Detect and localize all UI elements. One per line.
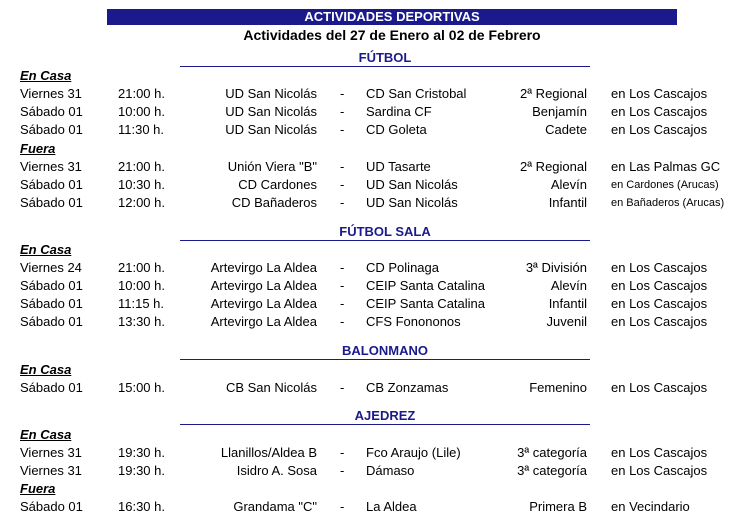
match-time: 19:30 h. — [118, 463, 165, 478]
match-category: Alevín — [550, 278, 587, 293]
match-venue: en Vecindario — [611, 499, 690, 514]
group-label-casa: En Casa — [20, 427, 72, 442]
match-day: Sábado 01 — [20, 104, 83, 119]
section-divider — [180, 240, 590, 241]
away-team: La Aldea — [366, 499, 417, 514]
match-venue: en Las Palmas GC — [611, 159, 721, 174]
schedule-row — [0, 313, 744, 331]
page-subtitle: Actividades del 27 de Enero al 02 de Febrero — [243, 27, 541, 43]
group-label-casa: En Casa — [20, 242, 72, 257]
away-team: Fco Araujo (Lile) — [366, 445, 461, 460]
section-title-futbol-sala: FÚTBOL SALA — [339, 224, 431, 239]
match-venue: en Los Cascajos — [611, 104, 708, 119]
schedule-row — [0, 462, 744, 480]
vs-separator: - — [340, 177, 345, 192]
schedule-row — [0, 85, 744, 103]
section-title-ajedrez: AJEDREZ — [354, 408, 416, 423]
home-team: Artevirgo La Aldea — [210, 314, 317, 329]
match-venue: en Los Cascajos — [611, 463, 708, 478]
vs-separator: - — [340, 260, 345, 275]
match-time: 10:00 h. — [118, 278, 165, 293]
match-time: 15:00 h. — [118, 380, 165, 395]
match-venue: en Los Cascajos — [611, 260, 708, 275]
match-day: Viernes 24 — [20, 260, 82, 275]
match-time: 11:30 h. — [118, 122, 165, 137]
match-category: Benjamín — [532, 104, 587, 119]
match-time: 13:30 h. — [118, 314, 165, 329]
away-team: CD San Cristobal — [366, 86, 467, 101]
match-category: 2ª Regional — [520, 159, 587, 174]
match-category: 3ª categoría — [517, 445, 587, 460]
match-time: 11:15 h. — [118, 296, 165, 311]
schedule-row — [0, 295, 744, 313]
match-time: 16:30 h. — [118, 499, 165, 514]
match-day: Viernes 31 — [20, 463, 82, 478]
match-time: 12:00 h. — [118, 195, 165, 210]
away-team: Dámaso — [366, 463, 415, 478]
schedule-row — [0, 498, 744, 516]
match-time: 10:30 h. — [118, 177, 165, 192]
home-team: Artevirgo La Aldea — [210, 278, 317, 293]
vs-separator: - — [340, 195, 345, 210]
match-venue: en Los Cascajos — [611, 314, 708, 329]
match-venue: en Los Cascajos — [611, 296, 708, 311]
away-team: CEIP Santa Catalina — [366, 296, 485, 311]
vs-separator: - — [340, 104, 345, 119]
away-team: UD San Nicolás — [366, 177, 458, 192]
home-team: Artevirgo La Aldea — [210, 296, 317, 311]
home-team: Grandama "C" — [233, 499, 317, 514]
match-venue: en Los Cascajos — [611, 86, 708, 101]
match-day: Sábado 01 — [20, 278, 83, 293]
match-time: 10:00 h. — [118, 104, 165, 119]
home-team: CD Cardones — [238, 177, 317, 192]
home-team: UD San Nicolás — [225, 122, 317, 137]
match-category: 3ª División — [525, 260, 587, 275]
away-team: CFS Fonononos — [366, 314, 461, 329]
schedule-row — [0, 259, 744, 277]
match-day: Viernes 31 — [20, 445, 82, 460]
vs-separator: - — [340, 86, 345, 101]
match-category: Cadete — [545, 122, 587, 137]
page-banner: ACTIVIDADES DEPORTIVAS — [107, 9, 677, 25]
schedule-row — [0, 158, 744, 176]
match-category: Femenino — [529, 380, 587, 395]
match-day: Sábado 01 — [20, 177, 83, 192]
match-venue: en Los Cascajos — [611, 278, 708, 293]
section-divider — [180, 66, 590, 67]
home-team: Unión Viera "B" — [227, 159, 317, 174]
schedule-row — [0, 379, 744, 397]
section-divider — [180, 424, 590, 425]
match-venue: en Bañaderos (Arucas) — [611, 197, 725, 209]
schedule-row — [0, 103, 744, 121]
home-team: CD Bañaderos — [231, 195, 317, 210]
match-day: Sábado 01 — [20, 380, 83, 395]
group-label-fuera: Fuera — [20, 141, 56, 156]
match-category: Alevín — [550, 177, 587, 192]
match-day: Sábado 01 — [20, 195, 83, 210]
away-team: Sardina CF — [366, 104, 432, 119]
match-day: Sábado 01 — [20, 296, 83, 311]
schedule-row — [0, 194, 744, 212]
schedule-row — [0, 277, 744, 295]
away-team: CD Polinaga — [366, 260, 439, 275]
match-category: 3ª categoría — [517, 463, 587, 478]
vs-separator: - — [340, 499, 345, 514]
group-label-casa: En Casa — [20, 68, 72, 83]
home-team: Llanillos/Aldea B — [220, 445, 317, 460]
vs-separator: - — [340, 380, 345, 395]
section-title-balonmano: BALONMANO — [342, 343, 428, 358]
vs-separator: - — [340, 314, 345, 329]
section-divider — [180, 359, 590, 360]
schedule-row — [0, 121, 744, 139]
away-team: CD Goleta — [366, 122, 427, 137]
match-day: Sábado 01 — [20, 122, 83, 137]
match-time: 19:30 h. — [118, 445, 165, 460]
match-category: Infantil — [548, 296, 587, 311]
home-team: Artevirgo La Aldea — [210, 260, 317, 275]
vs-separator: - — [340, 445, 345, 460]
vs-separator: - — [340, 122, 345, 137]
match-venue: en Los Cascajos — [611, 122, 708, 137]
match-category: Infantil — [548, 195, 587, 210]
match-time: 21:00 h. — [118, 159, 165, 174]
section-title-futbol: FÚTBOL — [358, 50, 412, 65]
home-team: UD San Nicolás — [225, 86, 317, 101]
match-day: Viernes 31 — [20, 86, 82, 101]
match-day: Sábado 01 — [20, 314, 83, 329]
away-team: UD San Nicolás — [366, 195, 458, 210]
vs-separator: - — [340, 463, 345, 478]
schedule-row — [0, 176, 744, 194]
away-team: CEIP Santa Catalina — [366, 278, 485, 293]
match-category: 2ª Regional — [520, 86, 587, 101]
home-team: CB San Nicolás — [225, 380, 317, 395]
vs-separator: - — [340, 278, 345, 293]
away-team: UD Tasarte — [366, 159, 431, 174]
match-day: Sábado 01 — [20, 499, 83, 514]
match-time: 21:00 h. — [118, 86, 165, 101]
vs-separator: - — [340, 296, 345, 311]
match-category: Primera B — [529, 499, 587, 514]
schedule-row — [0, 444, 744, 462]
away-team: CB Zonzamas — [366, 380, 449, 395]
match-venue: en Cardones (Arucas) — [611, 179, 719, 191]
match-venue: en Los Cascajos — [611, 380, 708, 395]
home-team: UD San Nicolás — [225, 104, 317, 119]
group-label-fuera: Fuera — [20, 481, 56, 496]
match-venue: en Los Cascajos — [611, 445, 708, 460]
match-time: 21:00 h. — [118, 260, 165, 275]
home-team: Isidro A. Sosa — [236, 463, 317, 478]
match-category: Juvenil — [546, 314, 587, 329]
group-label-casa: En Casa — [20, 362, 72, 377]
vs-separator: - — [340, 159, 345, 174]
match-day: Viernes 31 — [20, 159, 82, 174]
